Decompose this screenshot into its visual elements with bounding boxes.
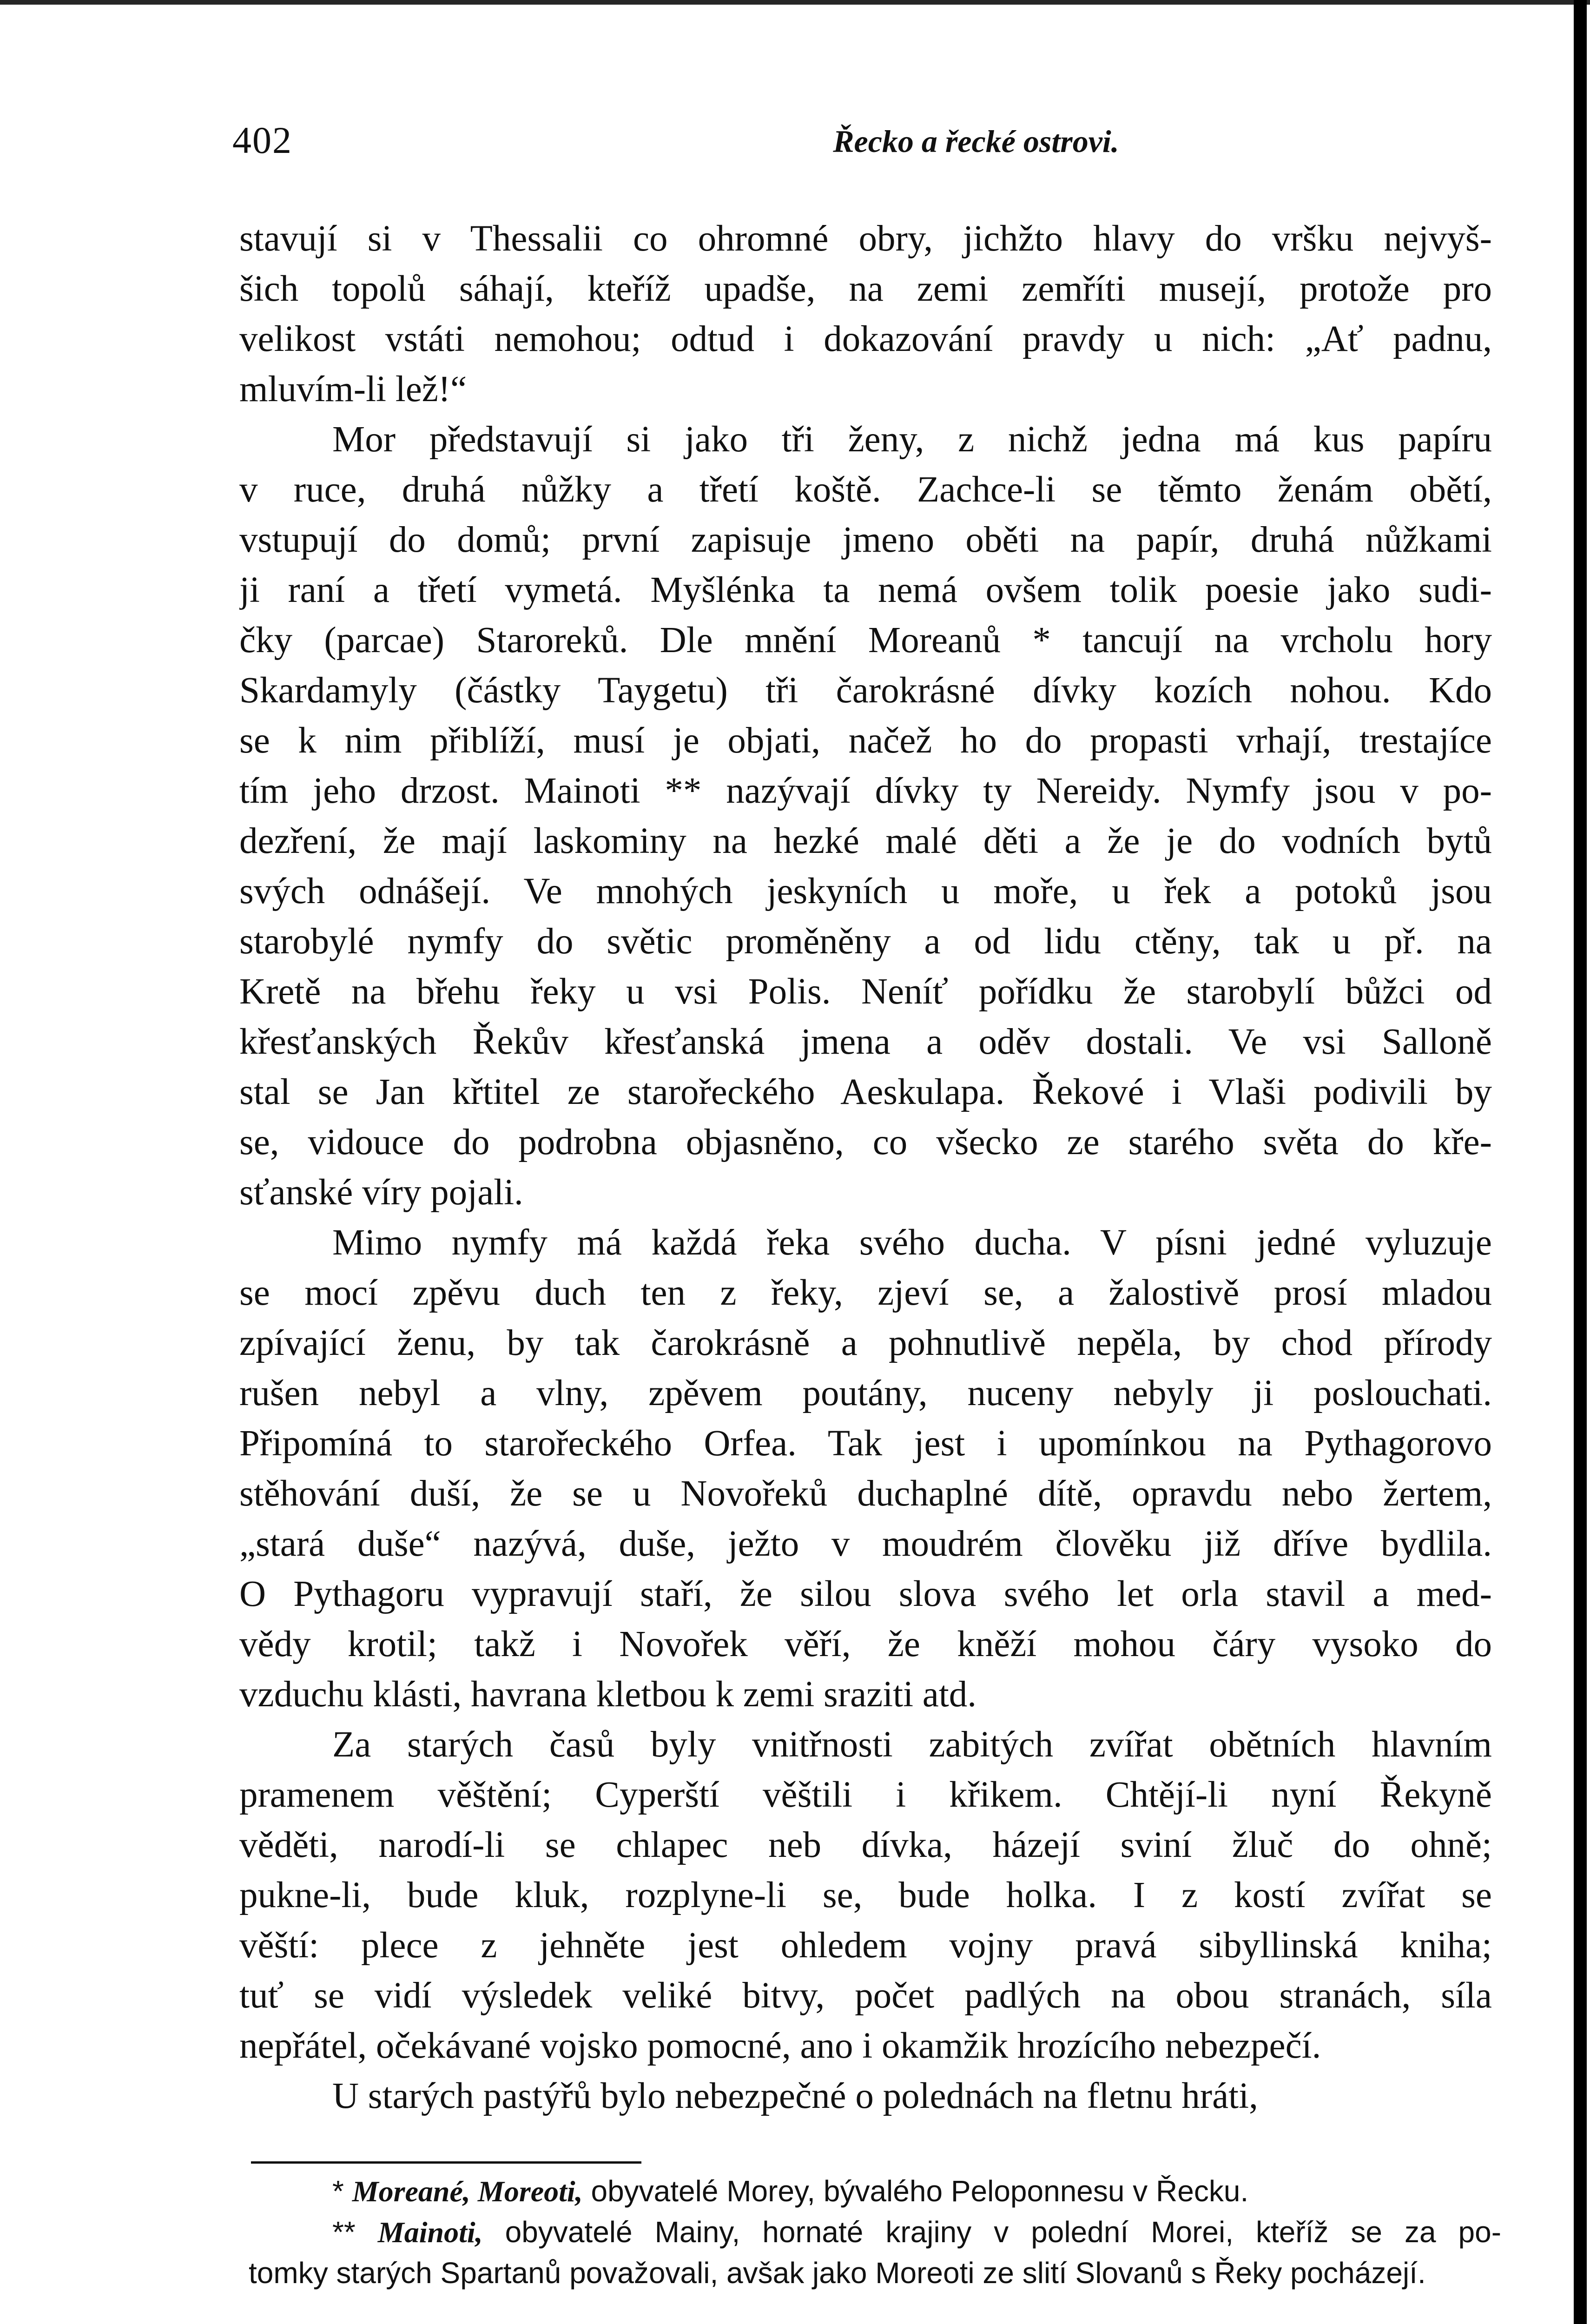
text-line: stavují si v Thessalii co ohromné obry, jichžto hlavy do vršku nejvyš- — [239, 218, 1492, 259]
text-line: se mocí zpěvu duch ten z řeky, zjeví se, a žalostivě prosí mladou — [239, 1273, 1492, 1313]
text-line: tím jeho drzost. Mainoti ** nazývají dívky ty Nereidy. Nymfy jsou v po- — [239, 771, 1492, 811]
text-line: stal se Jan křtitel ze starořeckého Aeskulapa. Řekové i Vlaši podivili by — [239, 1072, 1492, 1112]
footnote-marker: * — [332, 2174, 344, 2208]
text-line: rušen nebyl a vlny, zpěvem poutány, nuceny nebyly ji poslouchati. — [239, 1373, 1492, 1413]
footnote-line — [249, 2212, 1501, 2252]
text-line: Připomíná to starořeckého Orfea. Tak jest i upomínkou na Pythagorovo — [239, 1423, 1492, 1464]
text-line: křesťanských Řekův křesťanská jmena a oděv dostali. Ve vsi Salloně — [239, 1022, 1492, 1062]
footnote-text: obyvatelé Morey, bývalého Peloponnesu v Řecku. — [591, 2174, 1249, 2208]
text-line: ji raní a třetí vymetá. Myšlénka ta nemá ovšem tolik poesie jako sudi- — [239, 570, 1492, 610]
text-line: čky (parcae) Staroreků. Dle mnění Moreanů * tancují na vrcholu hory — [239, 620, 1492, 660]
text-line: tuť se vidí výsledek veliké bitvy, počet padlých na obou stranách, síla — [239, 1975, 1492, 2016]
text-line: stěhování duší, že se u Novořeků duchaplné dítě, opravdu nebo žertem, — [239, 1473, 1492, 1514]
footnote-term: Moreané, Moreoti, — [352, 2175, 583, 2208]
paragraph — [239, 415, 1492, 1218]
text-line: vstupují do domů; první zapisuje jmeno oběti na papír, druhá nůžkami — [239, 520, 1492, 560]
paragraph — [239, 1720, 1492, 2071]
text-line: Mor představují si jako tři ženy, z nichž jedna má kus papíru — [332, 419, 1492, 460]
footnote-line — [249, 2171, 1501, 2212]
text-line: věští: plece z jehněte jest ohledem vojny pravá sibyllinská kniha; — [239, 1925, 1492, 1966]
text-line: O Pythagoru vypravují staří, že silou slova svého let orla stavil a med- — [239, 1574, 1492, 1614]
text-line: svých odnášejí. Ve mnohých jeskyních u moře, u řek a potoků jsou — [239, 871, 1492, 911]
text-line: dezření, že mají laskominy na hezké malé děti a že je do vodních bytů — [239, 821, 1492, 861]
page-header — [232, 119, 1497, 174]
text-line: starobylé nymfy do světic proměněny a od lidu ctěny, tak u př. na — [239, 921, 1492, 962]
text-line: věděti, narodí-li se chlapec neb dívka, házejí sviní žluč do ohně; — [239, 1825, 1492, 1865]
page-number: 402 — [232, 119, 292, 161]
text-line: mluvím-li lež!“ — [239, 369, 467, 409]
footnote-text: obyvatelé Mainy, hornaté krajiny v polední Morei, kteříž se za po- — [505, 2215, 1501, 2249]
running-title: Řecko a řecké ostrovi. — [833, 124, 1119, 159]
text-line: vědy krotil; takž i Novořek věří, že kněží mohou čáry vysoko do — [239, 1624, 1492, 1664]
paragraph — [239, 214, 1492, 415]
footnote-marker: ** — [332, 2215, 356, 2249]
text-line: zpívající ženu, by tak čarokrásně a pohnutlivě nepěla, by chod přírody — [239, 1323, 1492, 1363]
text-line: nepřátel, očekávané vojsko pomocné, ano i okamžik hrozícího nebezpečí. — [239, 2026, 1321, 2066]
scan-border-top — [0, 0, 1590, 5]
text-line: velikost vstáti nemohou; odtud i dokazování pravdy u nich: „Ať padnu, — [239, 319, 1492, 359]
footnote-term: Mainoti, — [377, 2216, 483, 2249]
footnote — [249, 2171, 1501, 2212]
text-line: pramenem věštění; Cyperští věštili i křikem. Chtějí-li nyní Řekyně — [239, 1775, 1492, 1815]
footnote-line: tomky starých Spartanů považovali, avšak jako Moreoti ze slití Slovanů s Řeky pocházejí. — [249, 2256, 1426, 2290]
footnote — [249, 2212, 1501, 2293]
text-line: v ruce, druhá nůžky a třetí koště. Zachce-li se těmto ženám obětí, — [239, 469, 1492, 510]
footnotes — [249, 2171, 1501, 2293]
text-line: U starých pastýřů bylo nebezpečné o polednách na fletnu hráti, — [332, 2076, 1258, 2116]
text-line: Za starých časů byly vnitřnosti zabitých zvířat obětních hlavním — [332, 1724, 1492, 1765]
body-text — [239, 214, 1492, 2121]
paragraph — [239, 1218, 1492, 1720]
text-line: „stará duše“ nazývá, duše, ježto v moudrém člověku již dříve bydlila. — [239, 1524, 1492, 1564]
scan-border-right — [1574, 0, 1587, 2324]
paragraph — [239, 2071, 1492, 2121]
text-line: Skardamyly (částky Taygetu) tři čarokrásné dívky kozích nohou. Kdo — [239, 670, 1492, 711]
text-line: Mimo nymfy má každá řeka svého ducha. V písni jedné vyluzuje — [332, 1222, 1492, 1263]
text-line: vzduchu klásti, havrana kletbou k zemi sraziti atd. — [239, 1674, 977, 1715]
text-line: Kretě na břehu řeky u vsi Polis. Neníť pořídku že starobylí bůžci od — [239, 971, 1492, 1012]
text-line: šich topolů sáhají, kteříž upadše, na zemi zemříti musejí, protože pro — [239, 269, 1492, 309]
text-line: se k nim přiblíží, musí je objati, načež ho do propasti vrhají, trestajíce — [239, 720, 1492, 761]
text-line: pukne-li, bude kluk, rozplyne-li se, bude holka. I z kostí zvířat se — [239, 1875, 1492, 1915]
footnote-separator — [251, 2161, 641, 2164]
text-line: se, vidouce do podrobna objasněno, co všecko ze starého světa do kře- — [239, 1122, 1492, 1162]
text-line: sťanské víry pojali. — [239, 1172, 523, 1213]
